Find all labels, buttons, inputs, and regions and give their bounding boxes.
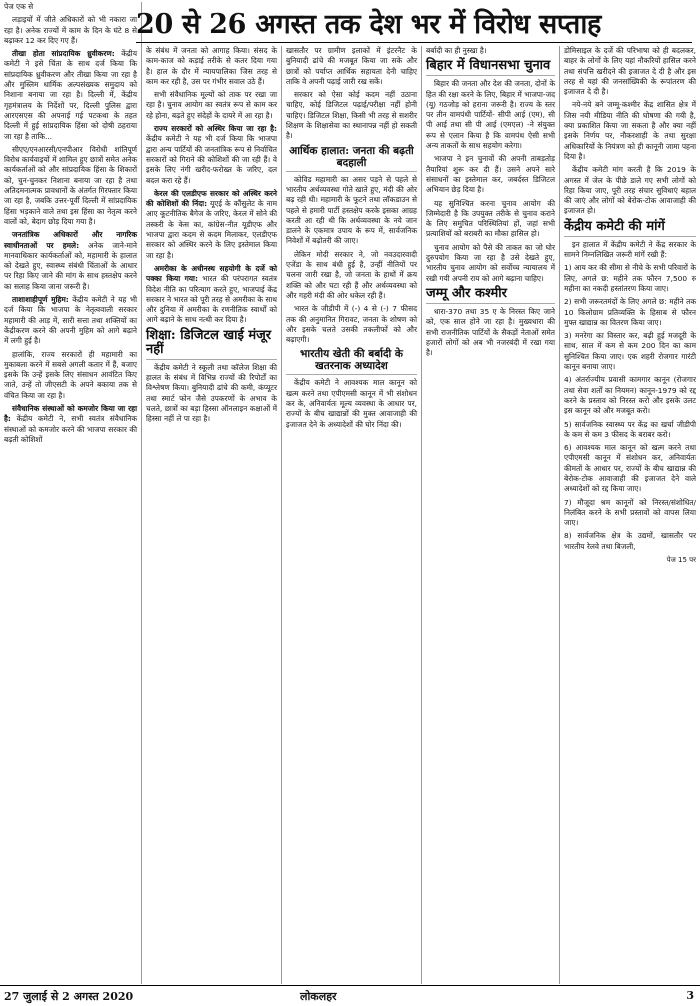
list-item: 2) सभी जरूरतमंदों के लिए अगले छ: महीने तक 10 किलोग्राम प्रतिव्यक्ति के हिसाब से फौरन मुफ्त खाद्यान्न का वितरण किया जाए। xyxy=(564,297,696,327)
paragraph: यह सुनिश्चित करना चुनाव आयोग की जिम्मेदारी है कि उपयुक्त तरीके से चुनाव कराने के लिए समुचित परिस्थितियां हों, जहां सभी प्रत्याशियों को बराबरी का मौका हासिल हो। xyxy=(426,198,555,239)
paragraph: बर्बादी का ही नुस्खा है। xyxy=(426,46,487,55)
subheading: संवैधानिक संस्थाओं को कमजोर किया जा रहा है: xyxy=(4,403,137,424)
paragraph: लेकिन मोदी सरकार ने, जो नवउदारवादी एजेंडा के साथ बंधी हुई है, उन्हीं नीतियों पर चलना जारी रखा है, जो जनता के हाथों में क्रय शक्ति को और घटा रही हैं और अर्थव्यवस्था को और गहरी मंदी की ओर धकेल रही हैं। xyxy=(286,249,417,300)
subheading: केरल की एलडीएफ सरकार को अस्थिर करने की कोशिशों की निंदा: xyxy=(146,188,277,209)
list-item: 4) अंतर्राज्यीय प्रवासी कामगार कानून (रोजगार तथा सेवा शर्तों का नियमन) कानून-1979 को रद्द करने के प्रस्ताव को निरस्त करो और इसके उलट इस कानून को और मजबूत करो। xyxy=(564,375,696,416)
subheading: तीखा होता सांप्रदायिक ध्रुवीकरण: xyxy=(12,49,115,59)
page-number: 3 xyxy=(686,989,694,1002)
continued-on-page: पेज 15 पर xyxy=(666,556,696,565)
list-item: 1) आय कर की सीमा से नीचे के सभी परिवारों के लिए, अगले छ: महीने तक फौरन 7,500 रु महीना का नकदी हस्तांतरण किया जाए। xyxy=(564,263,696,293)
column-2 xyxy=(142,46,282,984)
paragraph: केंद्रीय कमेटी ने आवश्यक माल कानून को खत्म करने तथा एपीएमसी कानून में भी संशोधन कर के, अनिवार्यतः मूल्य व्यवस्था के आधार पर, राज्यों के बीच खाद्यान्नों की मुक्त आवाजाही की इजाजत देने के अध्यादेशों की घोर निंदा की। xyxy=(286,378,417,429)
issue-date: 27 जुलाई से 2 अगस्त 2020 xyxy=(4,990,134,1003)
list-item: 5) सार्वजनिक स्वास्थ्य पर केंद्र का खर्चा जीडीपी के कम से कम 3 फीसद के बराबर करो। xyxy=(564,419,696,439)
paper-name: लोकलहर xyxy=(300,990,337,1003)
paragraph: सीएए/एनआरसी/एनपीआर विरोधी शांतिपूर्ण विरोध कार्यवाइयों में शामिल हुए छात्रों समेत अनेक कार्यकर्ताओं को और सांप्रदायिक हिंसा के शिकारों को, चुन-चुनकर निशाना बनाया जा रहा है तथा अतिदमनात्मक प्रावधानों के अंतर्गत गिरफ्तार किया जा रहा है, जबकि उत्तर-पूर्वी दिल्ली में सांप्रदायिक हिंसा भड़काने वाले तथा इस हिंसा का नेतृत्व करने वालों को, बेदाग छोड़ दिया गया है। xyxy=(4,144,137,226)
paragraph: नये-नये बने जम्मू-कश्मीर केंद्र शासित क्षेत्र में जिस नयी मीडिया नीति की घोषणा की गयी है, क्या प्रकाशित किया जा सकता है और क्या नहीं इसके निर्णय पर, नौकरशाही के तथा सुरक्षा अधिकारियों के नियंत्रण को ही कानूनी जामा पहना दिया है। xyxy=(564,100,696,161)
subheading: जनतांत्रिक अधिकारों और नागरिक स्वाधीनताओं पर हमले: xyxy=(4,230,137,250)
paragraph: खासतौर पर ग्रामीण इलाकों में इंटरनैट के बुनियादी ढांचे की मजबूत किया जा सके और छात्रों को पर्याप्त आर्थिक सहायता देनी चाहिए ताकि वे अपनी पढ़ाई जारी रख सकें। xyxy=(286,46,417,86)
section-heading-economy: आर्थिक हालात: जनता की बढ़ती बदहाली xyxy=(286,145,417,172)
list-item: 7) मौजूदा श्रम कानूनों को निरस्त/संशोधित/निलंबित करने के सभी प्रस्तावों को वापस लिया जाए। xyxy=(564,497,696,528)
paragraph: डोमिसाइल के दर्जे की परिभाषा को ही बदलकर, बाहर के लोगों के लिए यहां नौकरियों हासिल करने तथा संपत्ति खरीदने की इजाजत दे दी है और इस तरह से यहां की जनसांख्यिकी के रूपांतरण की इजाजत दे दी है। xyxy=(564,46,696,97)
subheading: अमरीका के अधीनस्थ सहयोगी के दर्जे को पक्का किया गया: xyxy=(146,263,277,284)
paragraph: केंद्रीय कमेटी ने इसे चिंता के साथ दर्ज किया कि सांप्रदायिक ध्रुवीकरण और तीखा किया जा रहा है और मुस्लिम धार्मिक अल्पसंख्यक समुदाय को निशाना बनाया जा रहा है। दिल्ली में, केंद्रीय गृहमंत्रालय के निर्देशों पर, दिल्ली पुलिस द्वारा आरएसएस की अपनाई गई पटकथा के तहत दिल्ली में हुई सांप्रदायिक हिंसा को दोषी ठहराया जा रहा है ताकि... xyxy=(4,49,137,141)
continued-note: पेज एक से xyxy=(4,2,34,11)
paragraph: केंद्रीय कमेटी ने स्कूली तथा कॉलेज शिक्षा की हालत के संबंध में विभिन्न राज्यों की रिपोर्टों का विश्लेषण किया। बुनियादी ढांचे की कमी, कंप्यूटर तथा स्मार्ट फोन जैसे उपकरणों के अभाव के चलते, छात्रों का बड़ा हिस्सा ऑनलाइन कक्षाओं में हिस्सा नहीं ले पा रहा है। xyxy=(146,362,277,424)
paragraph: धारा-370 तथा 35 ए के निरस्त किए जाने को, एक साल होने जा रहा है। मुख्यधारा की सभी राजनीतिक पार्टियों के सैकड़ों नेताओं समेत हजारों लोगों को अब भी नजरबंदी में रखा गया है। xyxy=(426,306,555,358)
list-item: 3) मनरेगा का विस्तार कर, बढ़ी हुई मजदूरी के साथ, साल में कम से कम 200 दिन का काम सुनिश्चित किया जाए। एक शहरी रोजगार गारंटी कानून बनाया जाए। xyxy=(564,331,696,372)
paragraph: हालांकि, राज्य सरकारों ही महामारी का मुकाबला करने में सबसे अगली कतार में हैं, बजाए इसके कि उन्हें इसके लिए संसाधन आवंटित किए जाते, उन्हें तो जीएसटी के अपने बकाया तक से वंचित किया जा रहा है। xyxy=(4,349,137,400)
paragraph: भाजपा ने इन चुनावों की अपनी ताबड़तोड़ तैयारियां शुरू कर दी हैं। उसने अपने सारे संसाधनों का इस्तेमाल कर, जबर्दस्त डिजिटल अभियान छेड़ दिया है। xyxy=(426,154,555,195)
subheading: ताशाशाहीपूर्ण मुहिम: xyxy=(12,295,69,305)
paragraph: भारत की परंपरागत स्वतंत्र विदेश नीति का परित्याग करते हुए, भाजपाई केंद्र सरकार ने भारत को पूरी तरह से अमरीका के साथ और दुनिया में अमरीका के रणनीतिक स्वार्थों को आगे बढ़ाने के साथ नत्थी कर दिया है। xyxy=(146,274,278,325)
column-4 xyxy=(422,46,560,984)
section-heading-bihar: बिहार में विधानसभा चुनाव xyxy=(426,59,555,76)
column-1 xyxy=(0,2,142,984)
paragraph: इन हालात में केंद्रीय कमेटी ने केंद्र सरकार के सामने निम्नलिखित जरूरी मांगें रखी हैं: xyxy=(564,239,696,260)
section-heading-kashmir: जम्मू और कश्मीर xyxy=(426,287,555,304)
column-5 xyxy=(560,46,700,984)
paragraph: केंद्रीय कमेटी ने यह भी दर्ज किया कि भाजपा द्वारा अन्य पार्टियों की जनतांत्रिक रूप से निर्वाचित सरकारों को गिराने की कोशिशों की जा रही हैं। वे इसके लिए नंगी खरीद-फरोख्त के जरिए, दल बदल करा रहे हैं। xyxy=(146,134,277,185)
paragraph: सभी संवैधानिक मूल्यों को ताक पर रखा जा रहा है। चुनाव आयोग का स्वतंत्र रूप से काम कर रहे होना, बढ़ते हुए संदेहों के दायरे में आ रहा है। xyxy=(146,90,277,120)
paragraph: लड़ाइयों में जीते अधिकारों को भी नकारा जा रहा है। अनेक राज्यों में काम के दिन के घंटे 8 से बढ़ाकर 12 कर दिए गए हैं। xyxy=(4,15,137,45)
demands-list xyxy=(564,263,696,552)
paragraph: यूएई के कौंसुलेट के नाम आए कूटनीतिक बैगेज के जरिए, केरल में सोने की तस्करी के केस का, कांग्रेस-नीत यूडीएफ और भाजपा द्वारा कदम से कदम मिलाकर, एलडीएफ सरकार को अस्थिर करने के लिए इस्तेमाल किया जा रहा है। xyxy=(146,199,277,260)
paragraph: केंद्रीय कमेटी मांग करती है कि 2019 के अगस्त में जेल के पीछे डाले गए सभी लोगों को रिहा किया जाए, पूरी तरह संचार सुविधाएं बहाल की जाएं और लोगों को बेरोक-टोक आवाजाही की इजाजत हो। xyxy=(564,165,696,216)
list-item: 8) सार्वजनिक क्षेत्र के उद्यमों, खासतौर पर भारतीय रेलवे तथा बिजली, xyxy=(564,531,696,551)
section-heading-agriculture: भारतीय खेती की बर्बादी के खतरनाक अध्यादेश xyxy=(286,348,417,375)
paragraph: भारत के जीडीपी में (-) 4 से (-) 7 फीसद तक की अनुमानित गिरावट, जनता के शोषण को और इसके चलते उसकी तकलीफों को और बढ़ाएगी। xyxy=(286,304,417,345)
paragraph: अनेक जाने-माने मानवाधिकार कार्यकर्ताओं को, महामारी के हालात को देखते हुए, स्वास्थ्य संबंधी चिंताओं के आधार पर रिहा किए जाने की मांग के साथ हस्तक्षेप करने का सलाह किया जाना जरूरी है। xyxy=(4,240,137,291)
paragraph: कोविड महामारी का असर पड़ने से पहले से भारतीय अर्थव्यवस्था गोते खाते हुए, मंदी की ओर बढ़ रही थी। महामारी के फूटने तथा लॉकडाउन से पहले से हमारी पार्टी हस्तक्षेप करके इसका आग्रह करती आ रही थी कि अर्थव्यवस्था के नये जान डालने के एकमात्र उपाय के रूप में, सार्वजनिक निवेशों में बढ़ोतरी की जाए। xyxy=(286,174,417,246)
paragraph: केंद्रीय कमेटी ने यह भी दर्ज किया कि भाजपा के नेतृत्ववाली सरकार महामारी की आड़ में, सारी सत्ता तथा शक्तियों का केंद्रीकरण करने की अपनी मुहिम को आगे बढ़ाने में लगी हुई है। xyxy=(4,295,138,346)
paragraph: के संबंध में जनता को आगाह किया। संसद के काम-काज को कड़ाई तरीके से कतर दिया गया है। हाल के दौर में न्यायपालिका जिस तरह से काम कर रही है, उस पर गंभीर सवाल उठे हैं। xyxy=(146,46,277,86)
section-heading-education: शिक्षा: डिजिटल खाई मंजूर नहीं xyxy=(146,329,277,360)
paragraph: सरकार को ऐसा कोई कदम नहीं उठाना चाहिए, कोई डिजिटल पढ़ाई/परीक्षा नहीं होनी चाहिए। डिजिटल शिक्षा, किसी भी तरह से सशरीर शिक्षण के शिक्षासेवा का स्थानापन्न नहीं हो सकती है। xyxy=(286,90,417,141)
column-3 xyxy=(282,46,422,984)
paragraph: चुनाव आयोग को पैसे की ताकत का जो घोर दुरुपयोग किया जा रहा है उसे देखते हुए, भारतीय चुनाव आयोग को सर्वोच्च न्यायालय में रखी गयी अपनी राय को आगे बढ़ाना चाहिए। xyxy=(426,242,555,283)
paragraph: बिहार की जनता और देश की जनता, दोनों के हित की रक्षा करने के लिए, बिहार में भाजपा-जद (यू) गठजोड़ को हराना जरूरी है। राज्य के स्तर पर तीन वामपंथी पार्टियों- सीपी आई (एम), सी पी आई तथा सी पी आई (एमएल) -ने संयुक्त रूप से एलान किया है कि वामपंथ ऐसी सभी अन्य ताकतों के साथ सहयोग करेगा। xyxy=(426,79,555,151)
list-item: 6) आवश्यक माल कानून को खत्म करने तथा एपीएमसी कानून में संशोधन कर, अनिवार्यतः कीमतों के आधार पर, राज्यों के बीच खाद्यान्न की बेरोक-टोक आवाजाही की इजाजत देने वाले अध्यादेशों को रद्द किया जाए। xyxy=(564,443,696,494)
page-footer xyxy=(0,985,700,1006)
subheading: राज्य सरकारों को अस्थिर किया जा रहा है: xyxy=(154,124,277,134)
paragraph: केंद्रीय कमेटी ने, सभी स्वतंत्र संवैधानिक संस्थाओं को कमजोर करने की भाजपा सरकार की बढ़ती कोशिशों xyxy=(4,414,138,444)
main-headline: 20 से 26 अगस्त तक देश भर में विरोध सप्ताह xyxy=(136,4,692,43)
section-heading-demands: केंद्रीय कमेटी की मांगें xyxy=(564,220,696,237)
